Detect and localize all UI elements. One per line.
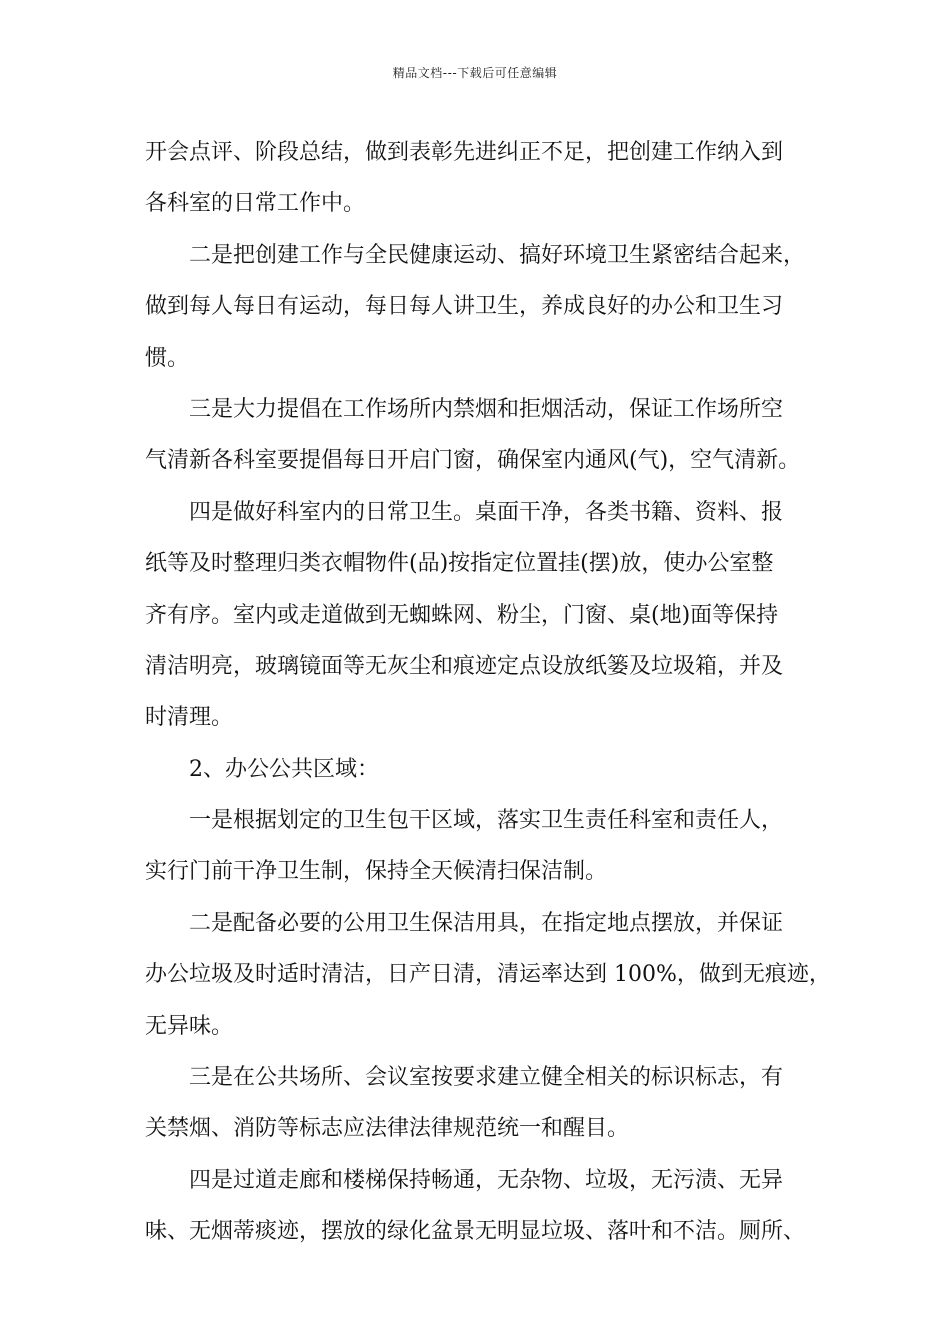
paragraph-first-line: 三是在公共场所、会议室按要求建立健全相关的标识标志，有 bbox=[189, 1065, 784, 1091]
text-line: 关禁烟、消防等标志应法律法律规范统一和醒目。 bbox=[145, 1116, 630, 1142]
text-line: 味、无烟蒂痰迹，摆放的绿化盆景无明显垃圾、落叶和不洁。厕所、 bbox=[145, 1219, 806, 1245]
paragraph-first-line: 二是配备必要的公用卫生保洁用具，在指定地点摆放，并保证 bbox=[189, 910, 784, 936]
paragraph-first-line: 四是做好科室内的日常卫生。桌面干净，各类书籍、资料、报 bbox=[189, 499, 784, 525]
paragraph-first-line: 二是把创建工作与全民健康运动、搞好环境卫生紧密结合起来， bbox=[189, 242, 806, 268]
paragraph-first-line: 一是根据划定的卫生包干区域，落实卫生责任科室和责任人， bbox=[189, 808, 784, 834]
page-header: 精品文档---下载后可任意编辑 bbox=[392, 66, 558, 80]
text-line: 办公垃圾及时适时清洁，日产日清，清运率达到 100%，做到无痕迹， bbox=[145, 962, 831, 988]
text-line: 惯。 bbox=[145, 345, 190, 371]
document-body bbox=[145, 127, 831, 1258]
text-line: 各科室的日常工作中。 bbox=[145, 191, 366, 217]
text-line: 纸等及时整理归类衣帽物件(品)按指定位置挂(摆)放，使办公室整 bbox=[145, 551, 774, 577]
text-line: 做到每人每日有运动，每日每人讲卫生，养成良好的办公和卫生习 bbox=[145, 294, 784, 320]
paragraph-first-line: 四是过道走廊和楼梯保持畅通，无杂物、垃圾，无污渍、无异 bbox=[189, 1167, 784, 1193]
section-heading: 2、办公公共区域： bbox=[189, 756, 379, 782]
text-line: 开会点评、阶段总结，做到表彰先进纠正不足，把创建工作纳入到 bbox=[145, 140, 784, 165]
text-line: 无异味。 bbox=[145, 1013, 234, 1039]
text-line: 气清新各科室要提倡每日开启门窗，确保室内通风(气)，空气清新。 bbox=[145, 448, 801, 474]
text-line: 实行门前干净卫生制，保持全天候清扫保洁制。 bbox=[145, 859, 608, 885]
text-line: 时清理。 bbox=[145, 705, 234, 731]
text-line: 清洁明亮，玻璃镜面等无灰尘和痕迹定点设放纸篓及垃圾箱，并及 bbox=[145, 653, 784, 679]
paragraph-first-line: 三是大力提倡在工作场所内禁烟和拒烟活动，保证工作场所空 bbox=[189, 396, 784, 422]
text-line: 齐有序。室内或走道做到无蜘蛛网、粉尘，门窗、桌(地)面等保持 bbox=[145, 602, 779, 628]
